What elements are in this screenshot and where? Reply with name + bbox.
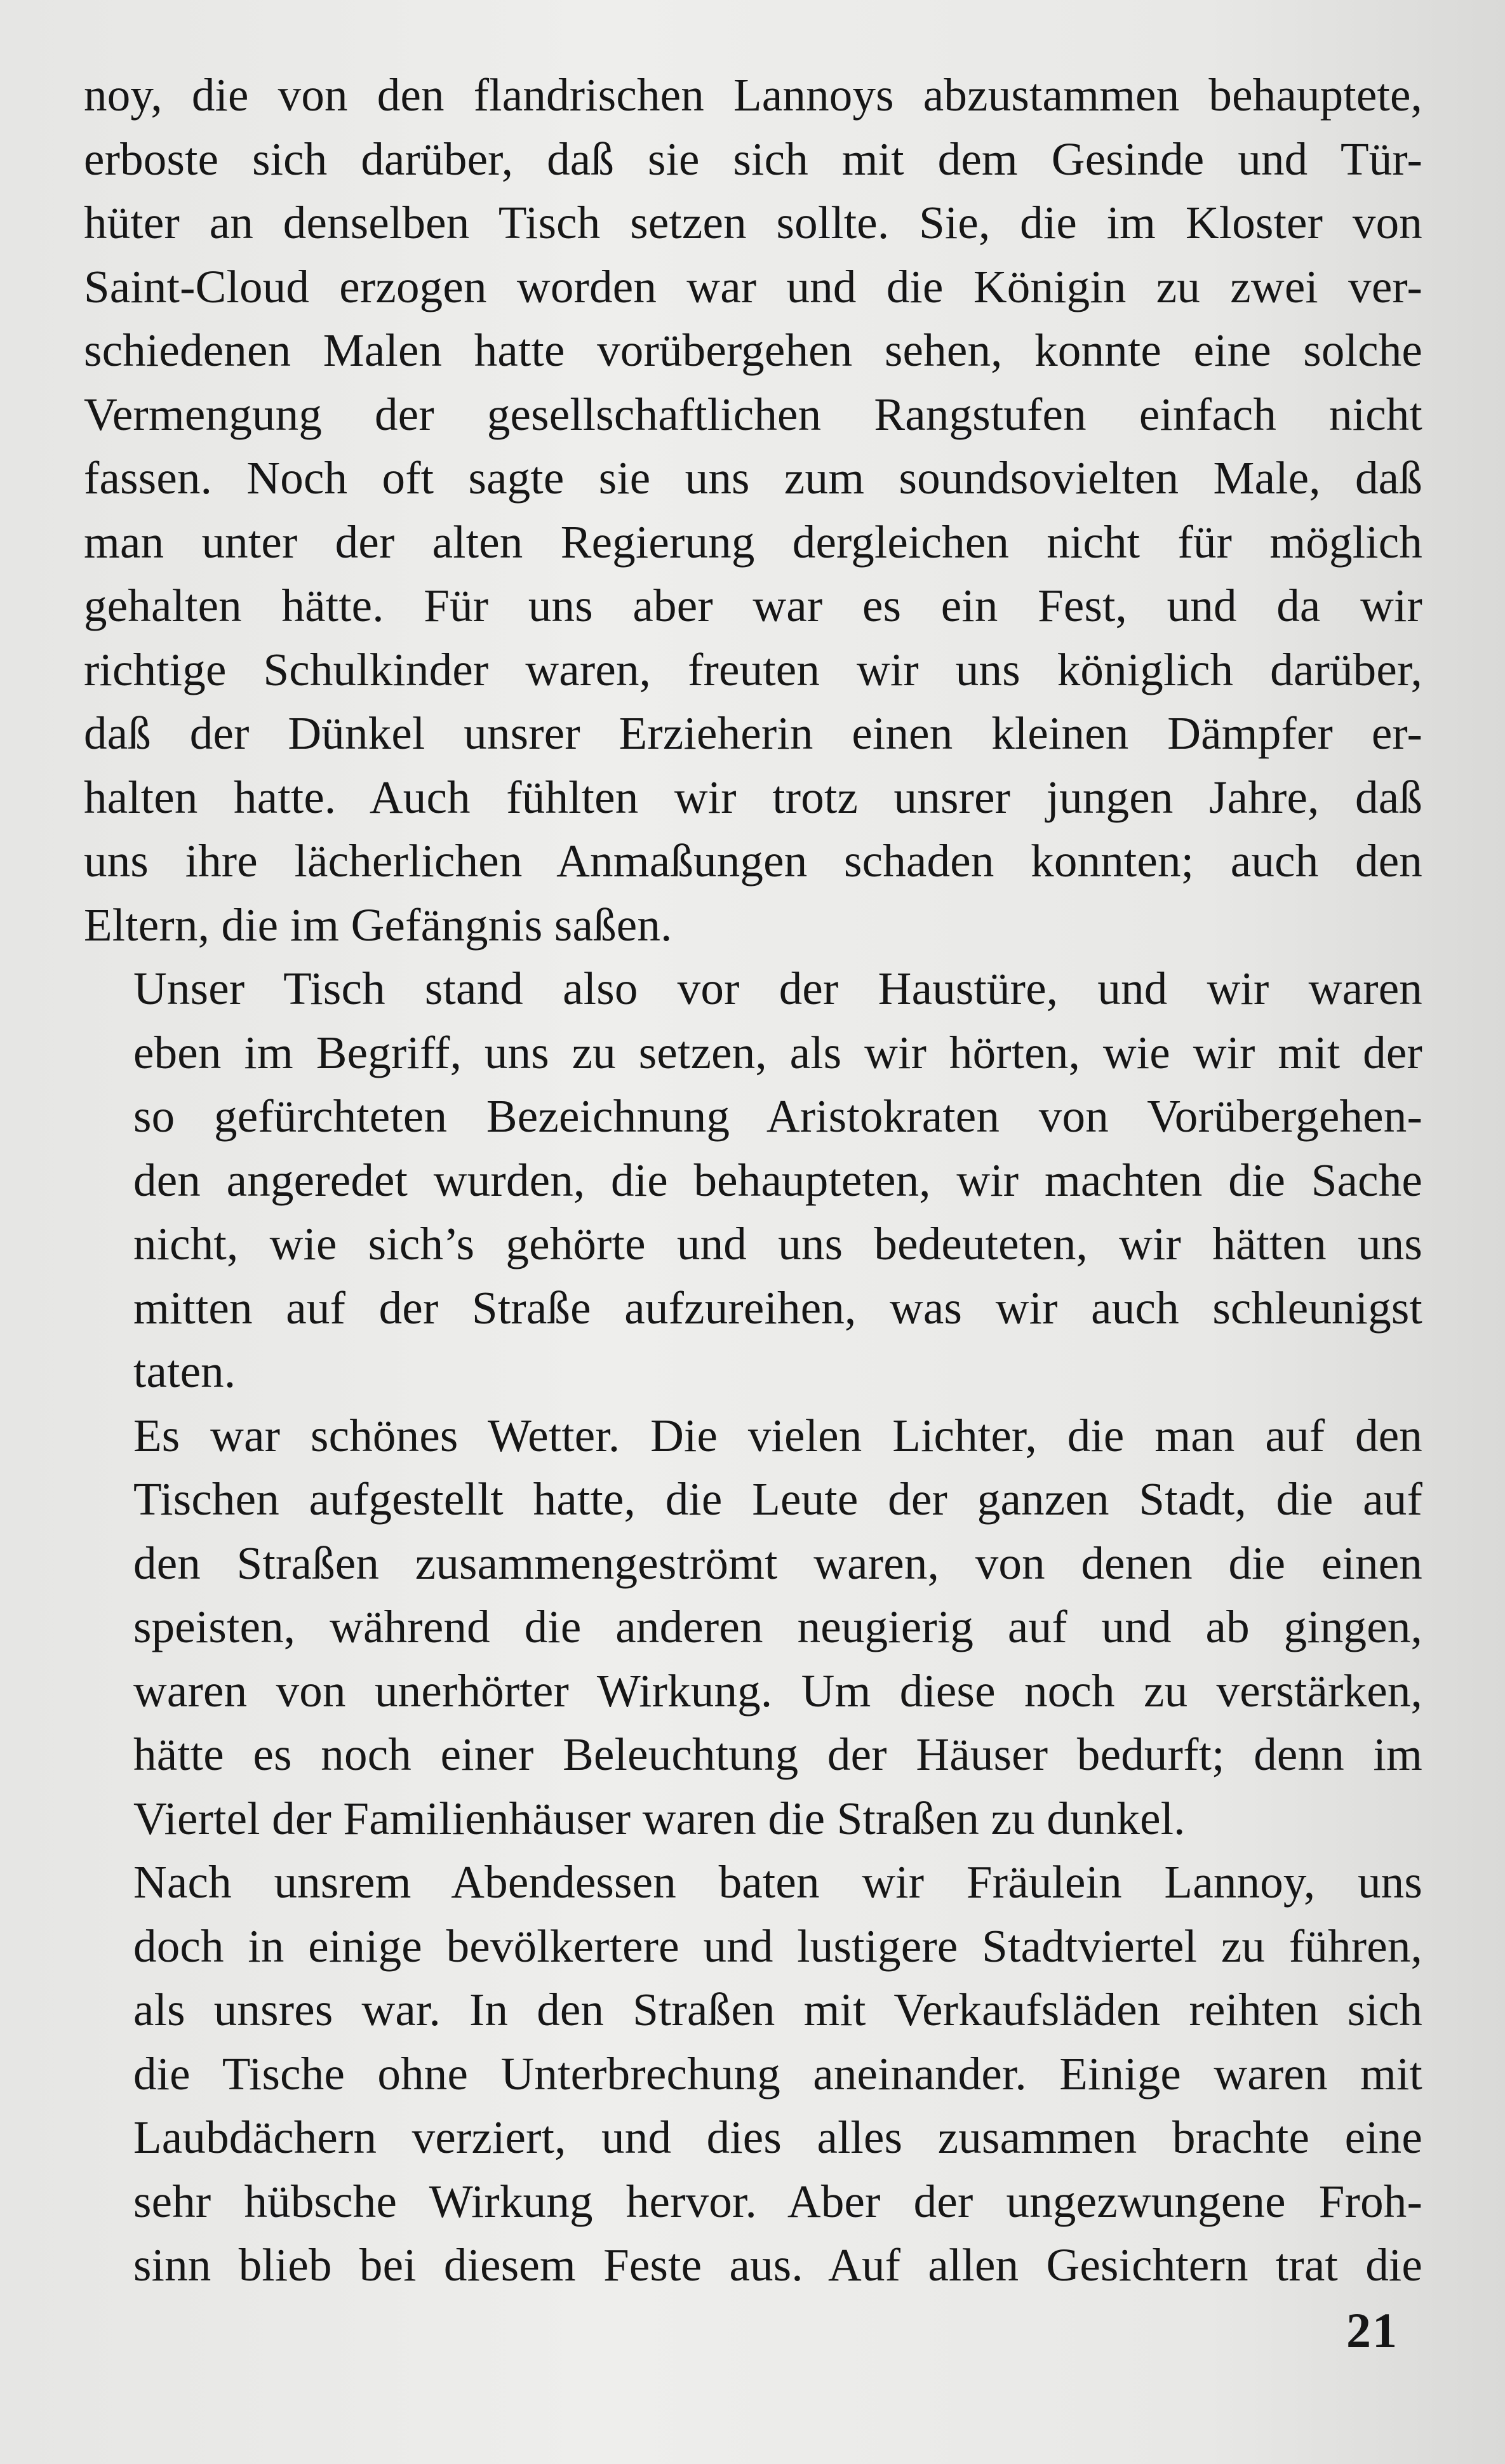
text-line: Nach unsrem Abendessen baten wir Fräulein Lannoy, uns xyxy=(133,1856,1422,1908)
text-line: fassen. Noch oft sagte sie uns zum soundsovielten Male, daß xyxy=(84,452,1422,504)
text-line: richtige Schulkinder waren, freuten wir uns königlich darüber, xyxy=(84,643,1422,695)
text-line: daß der Dünkel unsrer Erzieherin einen kleinen Dämpfer er- xyxy=(84,707,1422,759)
text-line: Es war schönes Wetter. Die vielen Lichter, die man auf den xyxy=(133,1409,1422,1461)
text-line: halten hatte. Auch fühlten wir trotz unsrer jungen Jahre, daß xyxy=(84,771,1422,823)
text-line: erboste sich darüber, daß sie sich mit dem Gesinde und Tür- xyxy=(84,133,1422,185)
text-line: sinn blieb bei diesem Feste aus. Auf allen Gesichtern trat die xyxy=(133,2239,1422,2291)
text-line: speisten, während die anderen neugierig auf und ab gingen, xyxy=(133,1601,1422,1652)
text-line: den angeredet wurden, die behaupteten, wir machten die Sache xyxy=(133,1154,1422,1206)
text-line: die Tische ohne Unterbrechung aneinander. Einige waren mit xyxy=(133,2047,1422,2099)
body-text xyxy=(84,64,1422,2298)
text-line: hätte es noch einer Beleuchtung der Häuser bedurft; denn im xyxy=(133,1729,1422,1780)
text-line: als unsres war. In den Straßen mit Verkaufsläden reihten sich xyxy=(133,1984,1422,2035)
text-line: mitten auf der Straße aufzureihen, was wir auch schleunigst xyxy=(133,1282,1422,1334)
text-line: noy, die von den flandrischen Lannoys abzustammen behauptete, xyxy=(84,69,1422,121)
paragraph-1 xyxy=(84,64,1422,957)
text-line: sehr hübsche Wirkung hervor. Aber der ungezwungene Froh- xyxy=(133,2175,1422,2227)
text-line: so gefürchteten Bezeichnung Aristokraten von Vorübergehen- xyxy=(133,1090,1422,1142)
text-line: waren von unerhörter Wirkung. Um diese noch zu verstärken, xyxy=(133,1664,1422,1717)
text-line: Unser Tisch stand also vor der Haustüre, und wir waren xyxy=(133,963,1422,1014)
text-line: gehalten hätte. Für uns aber war es ein Fest, und da wir xyxy=(84,580,1422,631)
text-line: nicht, wie sich’s gehörte und uns bedeuteten, wir hätten uns xyxy=(133,1218,1422,1269)
paragraph-2 xyxy=(84,957,1422,1404)
text-line: Vermengung der gesellschaftlichen Rangstufen einfach nicht xyxy=(84,388,1422,440)
text-line: doch in einige bevölkertere und lustigere Stadtviertel zu führen, xyxy=(133,1920,1422,1972)
text-line: Laubdächern verziert, und dies alles zusammen brachte eine xyxy=(133,2112,1422,2163)
page-number: 21 xyxy=(1346,2303,1398,2358)
paragraph-3 xyxy=(84,1404,1422,1851)
text-line: uns ihre lächerlichen Anmaßungen schaden konnten; auch den xyxy=(84,835,1422,887)
text-line: Eltern, die im Gefängnis saßen. xyxy=(84,899,672,951)
text-line: taten. xyxy=(133,1346,236,1397)
text-line: Saint-Cloud erzogen worden war und die Königin zu zwei ver- xyxy=(84,260,1422,312)
text-line: hüter an denselben Tisch setzen sollte. Sie, die im Kloster von xyxy=(84,197,1422,248)
text-line: schiedenen Malen hatte vorübergehen sehen, konnte eine solche xyxy=(84,325,1422,376)
text-line: Viertel der Familienhäuser waren die Straßen zu dunkel. xyxy=(133,1792,1186,1844)
text-line: den Straßen zusammengeströmt waren, von denen die einen xyxy=(133,1537,1422,1589)
text-line: Tischen aufgestellt hatte, die Leute der ganzen Stadt, die auf xyxy=(133,1473,1422,1525)
paragraph-4 xyxy=(84,1851,1422,2298)
text-line: eben im Begriff, uns zu setzen, als wir hörten, wie wir mit der xyxy=(133,1026,1422,1078)
text-line: man unter der alten Regierung dergleichen nicht für möglich xyxy=(84,516,1422,568)
